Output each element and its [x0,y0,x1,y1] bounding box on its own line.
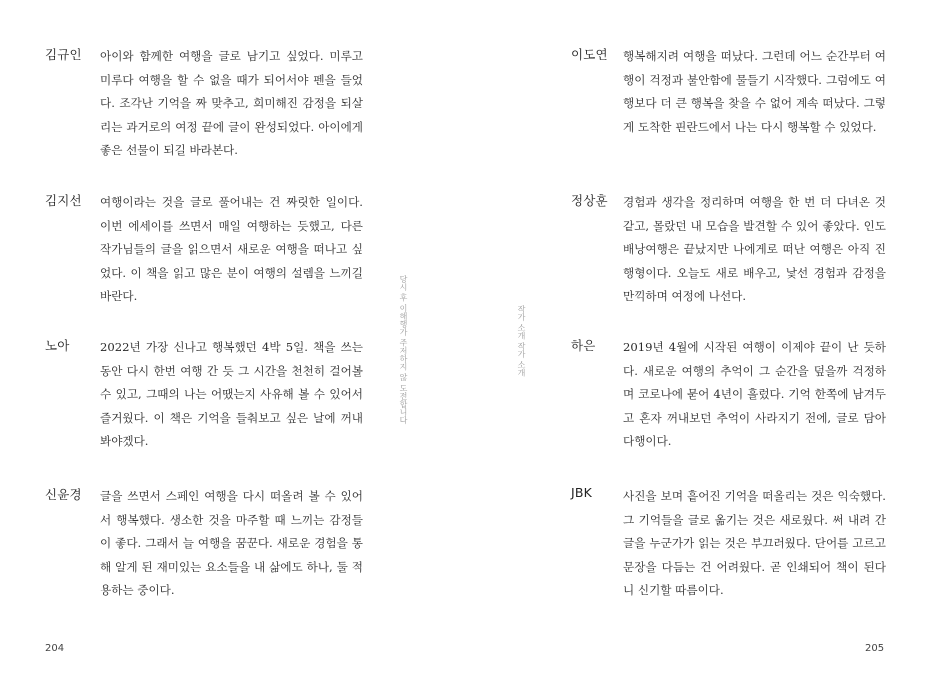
author-bio: 2022년 가장 신나고 행복했던 4박 5일. 책을 쓰는 동안 다시 한번 여행 간 듯 그 시간을 천천히 걸어볼 수 있고, 그때의 나는 어땠는지 사유해 볼 수 있어서 즐거웠다. 이 책은 기억을 들춰보고 싶은 날에 꺼내봐야겠다. [100,340,363,448]
author-bio: 경험과 생각을 정리하며 여행을 한 번 더 다녀온 것 같고, 몰랐던 내 모습을 발견할 수 있어 좋았다. 인도 배낭여행은 끝났지만 나에게로 떠난 여행은 아직 진행형이다. 오늘도 새로 배우고, 낯선 경험과 감정을 만끽하며 여정에 나선다. [623,195,886,303]
page-number: 205 [865,643,885,654]
author-name: 이도연 [571,47,608,62]
page-number: 204 [45,643,65,654]
author-bio: 글을 쓰면서 스페인 여행을 다시 떠올려 볼 수 있어서 행복했다. 생소한 것을 마주할 때 느끼는 감정들이 좋다. 그래서 늘 여행을 꿈꾼다. 새로운 경험을 통해 알게 된 재미있는 요소들을 내 삶에도 하나, 둘 적용하는 중이다. [100,489,363,597]
right-page [465,0,930,699]
author-bio: 사진을 보며 흩어진 기억을 떠올리는 것은 익숙했다. 그 기억들을 글로 옮기는 것은 새로웠다. 써 내려 간 글을 누군가가 읽는 것은 부끄러웠다. 단어를 고르고 문장을 다듬는 건 어려웠다. 곧 인쇄되어 책이 된다니 신기할 따름이다. [623,489,886,597]
author-bio: 아이와 함께한 여행을 글로 남기고 싶었다. 미루고 미루다 여행을 할 수 없을 때가 되어서야 펜을 들었다. 조각난 기억을 짜 맞추고, 희미해진 감정을 되살리는 과거로의 여정 끝에 글이 완성되었다. 아이에게 좋은 선물이 되길 바라본다. [100,49,363,157]
author-bio: 행복해지려 여행을 떠났다. 그런데 어느 순간부터 여행이 걱정과 불안함에 물들기 시작했다. 그럼에도 여행보다 더 큰 행복을 찾을 수 없어 계속 떠났다. 그렇게 도착한 핀란드에서 나는 다시 행복할 수 있었다. [623,49,886,134]
author-name: JBK [571,485,593,500]
running-head: 당시 후 이해행가 주저하지 않 도전합니다 [399,275,408,424]
author-name: 김지선 [45,193,82,208]
author-bio: 여행이라는 것을 글로 풀어내는 건 짜릿한 일이다. 이번 에세이를 쓰면서 매일 여행하는 듯했고, 다른 작가님들의 글을 읽으면서 새로운 여행을 떠나고 싶었다. 이 책을 읽고 많은 분이 여행의 설렘을 느끼길 바란다. [100,195,363,303]
author-name: 노아 [45,338,70,353]
author-name: 신윤경 [45,487,82,502]
author-bio: 2019년 4월에 시작된 여행이 이제야 끝이 난 듯하다. 새로운 여행의 추억이 그 순간을 덮을까 걱정하며 코로나에 묻어 4년이 흘렀다. 기억 한쪽에 남겨두고 혼자 꺼내보던 추억이 사라지기 전에, 글로 담아 다행이다. [623,340,886,448]
running-head: 작가 소개 작가 소개 [517,305,526,377]
author-name: 정상훈 [571,193,608,208]
author-name: 김규인 [45,47,82,62]
author-name: 하은 [571,338,596,353]
